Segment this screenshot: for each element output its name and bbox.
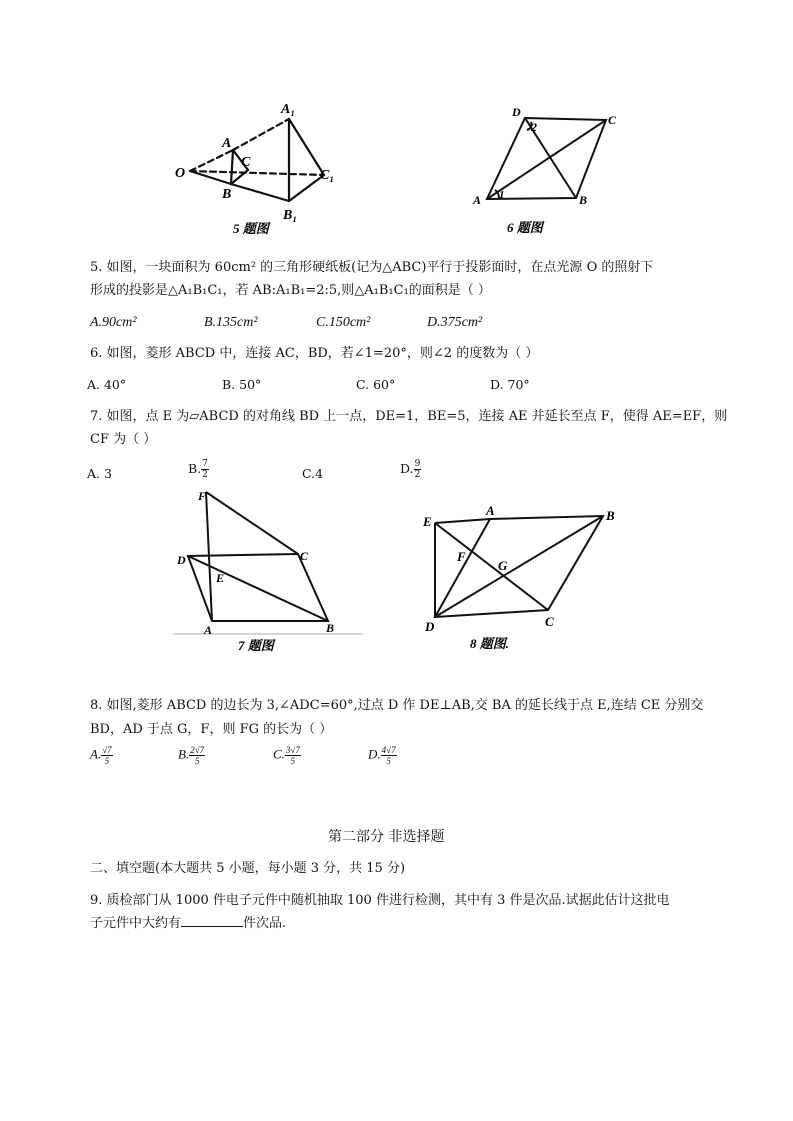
label-angle-1: 1 [499, 189, 505, 201]
label-f: F [457, 549, 466, 564]
q8-option-d-den: 5 [386, 756, 391, 766]
label-b: B [326, 621, 335, 635]
figure-7-caption: 7 题图 [238, 638, 274, 653]
q5-line-1: 5. 如图，一块面积为 60cm² 的三角形硬纸板(记为△ABC)平行于投影面时，在点光源 O 的照射下 [90, 260, 654, 275]
q8-option-d-num: 4√7 [381, 745, 396, 755]
q7-option-c: C.4 [302, 466, 324, 481]
q8-option-a-num: √7 [102, 745, 112, 755]
label-c: C [608, 113, 617, 127]
label-e: E [423, 514, 432, 529]
label-f: F [198, 489, 207, 503]
label-o: O [175, 166, 186, 181]
section-fill-in-heading: 二、填空题(本大题共 5 小题，每小题 3 分，共 15 分) [90, 861, 406, 876]
label-a: A [222, 136, 232, 151]
label-b: B [579, 193, 588, 207]
q8-option-c-fraction [285, 745, 301, 766]
q8-option-a [90, 745, 113, 766]
label-c1: C₁ [320, 168, 335, 183]
q7-option-b-fraction [201, 459, 209, 480]
q5-option-c: C.150cm² [316, 315, 371, 330]
label-c: C [241, 155, 251, 170]
q8-option-c-num: 3√7 [285, 745, 300, 755]
label-c: C [545, 614, 554, 629]
q8-line-1: 8. 如图,菱形 ABCD 的边长为 3,∠ADC=60°,过点 D 作 DE⊥AB,交 BA 的延长线于点 E,连结 CE 分别交 [90, 698, 704, 713]
label-b1: B₁ [283, 208, 298, 223]
q7-option-b-num: 7 [202, 459, 208, 469]
label-a: A [486, 503, 495, 518]
label-d: D [512, 105, 521, 119]
q6-option-a: A. 40° [87, 377, 127, 392]
q7-option-b-label: B. [188, 461, 202, 476]
q8-option-c-label: C. [273, 746, 285, 762]
q7-line-1: 7. 如图，点 E 为▱ABCD 的对角线 BD 上一点，DE=1，BE=5，连接 AE 并延长至点 F，使得 AE=EF，则 [90, 409, 728, 424]
q7-line-2: CF 为（ ） [90, 432, 157, 447]
q7-option-b-den: 2 [202, 470, 208, 480]
part-2-title: 第二部分 非选择题 [328, 829, 445, 845]
q6-option-b: B. 50° [222, 377, 262, 392]
q8-option-a-den: 5 [104, 756, 110, 766]
q8-option-d-fraction [381, 745, 397, 766]
q8-option-b-den: 5 [194, 756, 200, 766]
q8-option-c-den: 5 [290, 756, 296, 766]
label-g: G [498, 558, 508, 573]
q7-option-d-label: D. [400, 461, 414, 476]
q8-option-a-fraction [101, 745, 112, 766]
q8-option-a-label: A. [90, 746, 102, 762]
label-e: E [216, 571, 225, 585]
figure-8 [420, 500, 630, 655]
q5-line-2: 形成的投影是△A₁B₁C₁，若 AB:A₁B₁=2:5,则△A₁B₁C₁的面积是（ ） [90, 283, 491, 298]
q8-option-b-num: 2√7 [190, 745, 205, 755]
label-a: A [204, 623, 213, 637]
label-c: C [300, 549, 309, 563]
label-a1: A₁ [281, 102, 296, 117]
q8-option-c [273, 745, 301, 766]
q8-option-d [368, 745, 397, 766]
q8-option-b-label: B. [178, 746, 190, 762]
q9-answer-blank[interactable] [181, 913, 243, 927]
q5-option-b: B.135cm² [204, 315, 258, 330]
q8-option-b [178, 745, 205, 766]
q7-option-d-num: 9 [414, 459, 421, 469]
q6-text: 6. 如图，菱形 ABCD 中，连接 AC，BD，若∠1=20°，则∠2 的度数为（ ） [90, 346, 539, 361]
label-a: A [473, 193, 482, 207]
q9-line-2 [90, 913, 286, 935]
q7-option-a: A. 3 [87, 466, 112, 481]
q8-option-b-fraction [189, 745, 205, 766]
q7-option-b [188, 459, 209, 480]
figure-5-caption: 5 题图 [233, 221, 269, 236]
q9-line-2-after: 件次品. [243, 916, 287, 931]
figure-6 [465, 100, 635, 240]
q9-line-1: 9. 质检部门从 1000 件电子元件中随机抽取 100 件进行检测，其中有 3 件是次品.试据此估计这批电 [90, 893, 670, 908]
q9-line-2-before: 子元件中大约有 [90, 916, 182, 931]
figure-7 [168, 482, 368, 657]
q8-line-2: BD，AD 于点 G，F，则 FG 的长为（ ） [90, 722, 333, 737]
q5-option-d: D.375cm² [427, 315, 483, 330]
label-b: B [606, 508, 615, 523]
label-d: D [177, 553, 186, 567]
q8-option-d-label: D. [368, 746, 381, 762]
q5-option-a: A.90cm² [90, 315, 137, 330]
figure-6-caption: 6 题图 [507, 220, 543, 235]
q7-option-d [400, 459, 421, 480]
label-angle-2: 2 [531, 120, 537, 134]
figure-8-caption: 8 题图. [470, 636, 510, 651]
q7-option-d-den: 2 [414, 470, 421, 480]
label-d: D [425, 619, 435, 634]
q7-option-d-fraction [414, 459, 422, 480]
q6-option-d: D. 70° [490, 377, 530, 392]
figure-5 [165, 95, 355, 245]
label-b: B [222, 187, 232, 202]
q6-option-c: C. 60° [356, 377, 396, 392]
